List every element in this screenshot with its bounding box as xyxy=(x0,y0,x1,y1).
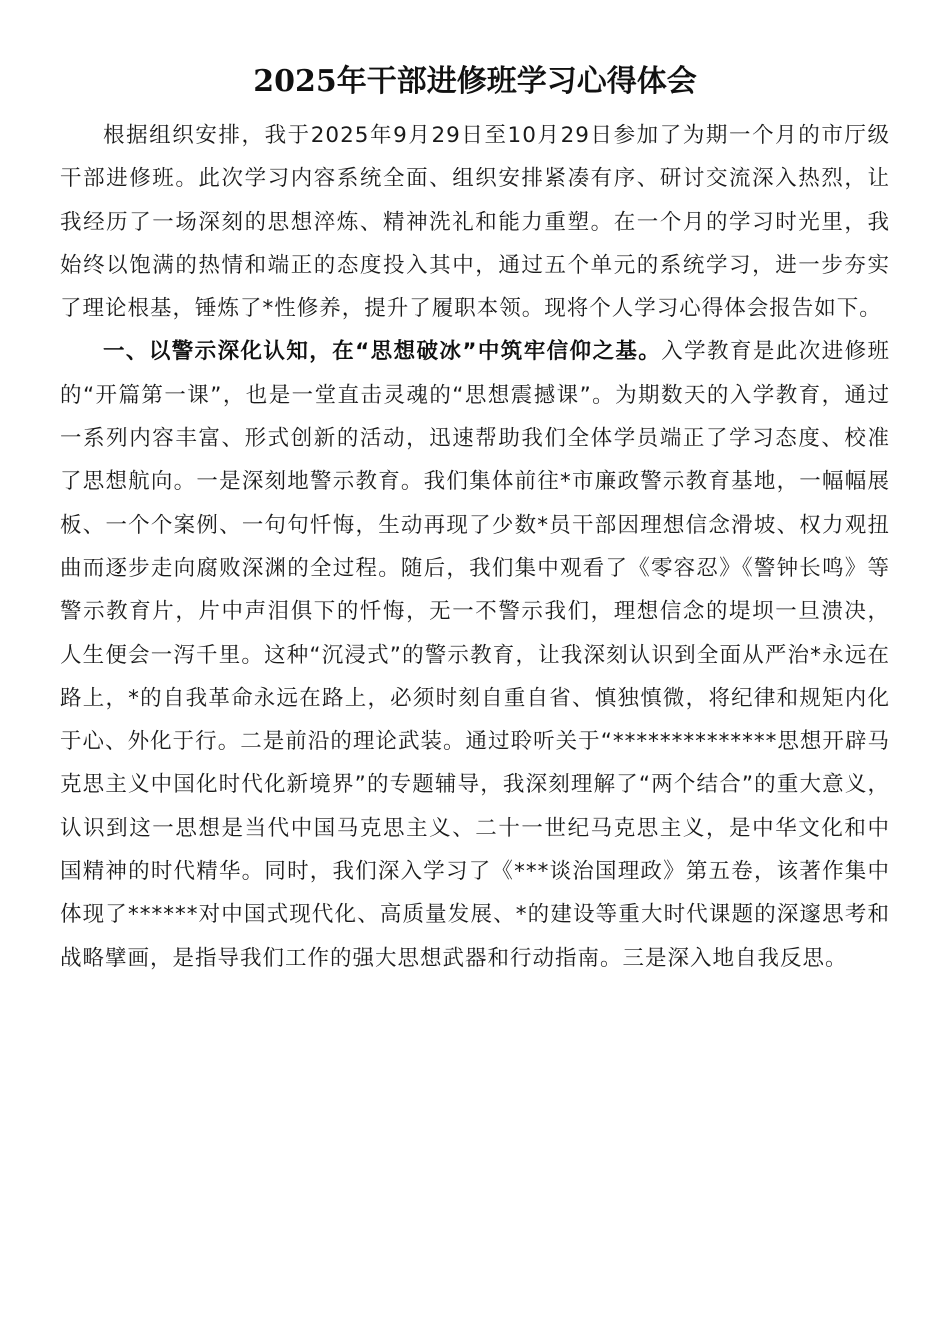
paragraph-intro-text: 根据组织安排，我于2025年9月29日至10月29日参加了为期一个月的市厅级干部进修班。此次学习内容系统全面、组织安排紧凑有序、研讨交流深入热烈，让我经历了一场深刻的思想淬炼、精神洗礼和能力重塑。在一个月的学习时光里，我始终以饱满的热情和端正的态度投入其中，通过五个单元的系统学习，进一步夯实了理论根基，锤炼了*性修养，提升了履职本领。现将个人学习心得体会报告如下。 xyxy=(60,123,890,322)
section-one-text: 入学教育是此次进修班的“开篇第一课”，也是一堂直击灵魂的“思想震撼课”。为期数天的入学教育，通过一系列内容丰富、形式创新的活动，迅速帮助我们全体学员端正了学习态度、校准了思想航向。一是深刻地警示教育。我们集体前往*市廉政警示教育基地，一幅幅展板、一个个案例、一句句忏悔，生动再现了少数*员干部因理想信念滑坡、权力观扭曲而逐步走向腐败深渊的全过程。随后，我们集中观看了《零容忍》《警钟长鸣》等警示教育片，片中声泪俱下的忏悔，无一不警示我们，理想信念的堤坝一旦溃决，人生便会一泻千里。这种“沉浸式”的警示教育，让我深刻认识到全面从严治*永远在路上，*的自我革命永远在路上，必须时刻自重自省、慎独慎微，将纪律和规矩内化于心、外化于行。二是前沿的理论武装。通过聆听关于“**************思想开辟马克思主义中国化时代化新境界”的专题辅导，我深刻理解了“两个结合”的重大意义，认识到这一思想是当代中国马克思主义、二十一世纪马克思主义，是中华文化和中国精神的时代精华。同时，我们深入学习了《***谈治国理政》第五卷，该著作集中体现了******对中国式现代化、高质量发展、*的建设等重大时代课题的深邃思考和战略擘画，是指导我们工作的强大思想武器和行动指南。三是深入地自我反思。 xyxy=(60,339,890,971)
paragraph-section-one xyxy=(60,330,890,979)
document-body xyxy=(60,114,890,980)
section-one-heading: 一、以警示深化认知，在“思想破冰”中筑牢信仰之基。 xyxy=(103,339,662,365)
paragraph-intro xyxy=(60,114,890,330)
document-title: 2025年干部进修班学习心得体会 xyxy=(253,64,697,99)
